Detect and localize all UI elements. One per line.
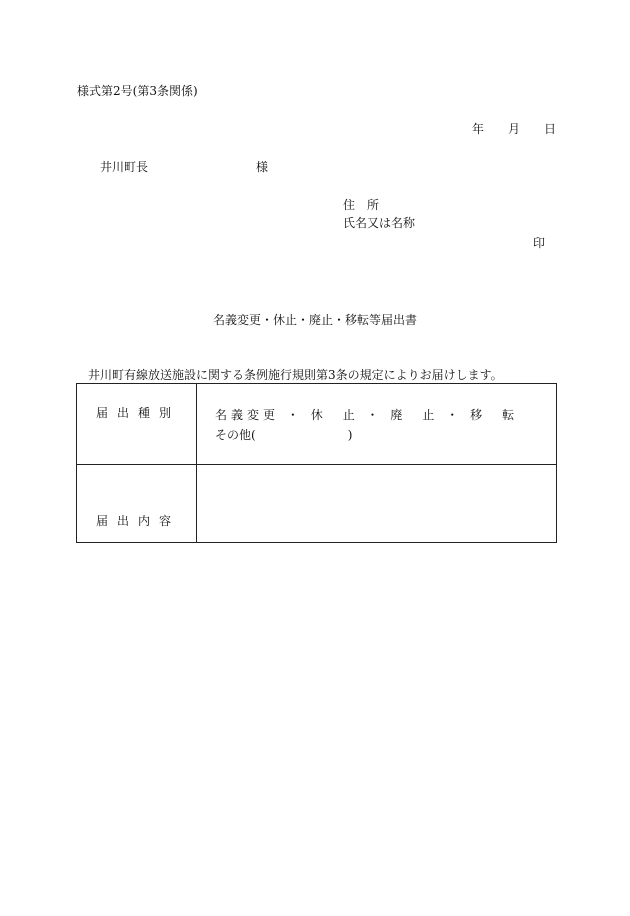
date-month: 月 bbox=[508, 122, 521, 136]
seal-mark: 印 bbox=[533, 236, 546, 250]
name-label: 氏名又は名称 bbox=[343, 216, 416, 230]
option-abolition-part1: 廃 bbox=[390, 408, 407, 422]
option-relocation-part2: 転 bbox=[502, 408, 519, 422]
date-line bbox=[472, 122, 556, 136]
body-text: 井川町有線放送施設に関する条例施行規則第3条の規定によりお届けします。 bbox=[88, 368, 503, 382]
form-table bbox=[76, 383, 557, 543]
option-separator: ・ bbox=[286, 408, 303, 422]
table-column-divider bbox=[196, 384, 197, 542]
option-other-open: その他( bbox=[215, 428, 256, 442]
address-label: 住所 bbox=[343, 198, 392, 212]
date-day: 日 bbox=[544, 122, 557, 136]
addressee-name: 井川町長 bbox=[100, 160, 149, 174]
option-abolition-part2: 止 bbox=[422, 408, 439, 422]
form-number: 様式第2号(第3条関係) bbox=[77, 84, 198, 98]
option-other-close: ) bbox=[347, 428, 353, 442]
notification-type-label: 届出種別 bbox=[96, 406, 181, 420]
option-suspension-part1: 休 bbox=[310, 408, 327, 422]
option-other bbox=[215, 428, 352, 442]
document-title: 名義変更・休止・廃止・移転等届出書 bbox=[212, 313, 417, 327]
option-relocation-part1: 移 bbox=[470, 408, 487, 422]
addressee-honorific: 様 bbox=[256, 160, 269, 174]
option-separator: ・ bbox=[366, 408, 383, 422]
date-year: 年 bbox=[472, 122, 485, 136]
option-separator: ・ bbox=[446, 408, 463, 422]
table-row-divider bbox=[77, 464, 556, 465]
option-suspension-part2: 止 bbox=[342, 408, 359, 422]
notification-content-label: 届出内容 bbox=[96, 514, 181, 528]
option-name-change: 名義変更 bbox=[215, 408, 280, 422]
notification-type-options bbox=[215, 408, 518, 422]
